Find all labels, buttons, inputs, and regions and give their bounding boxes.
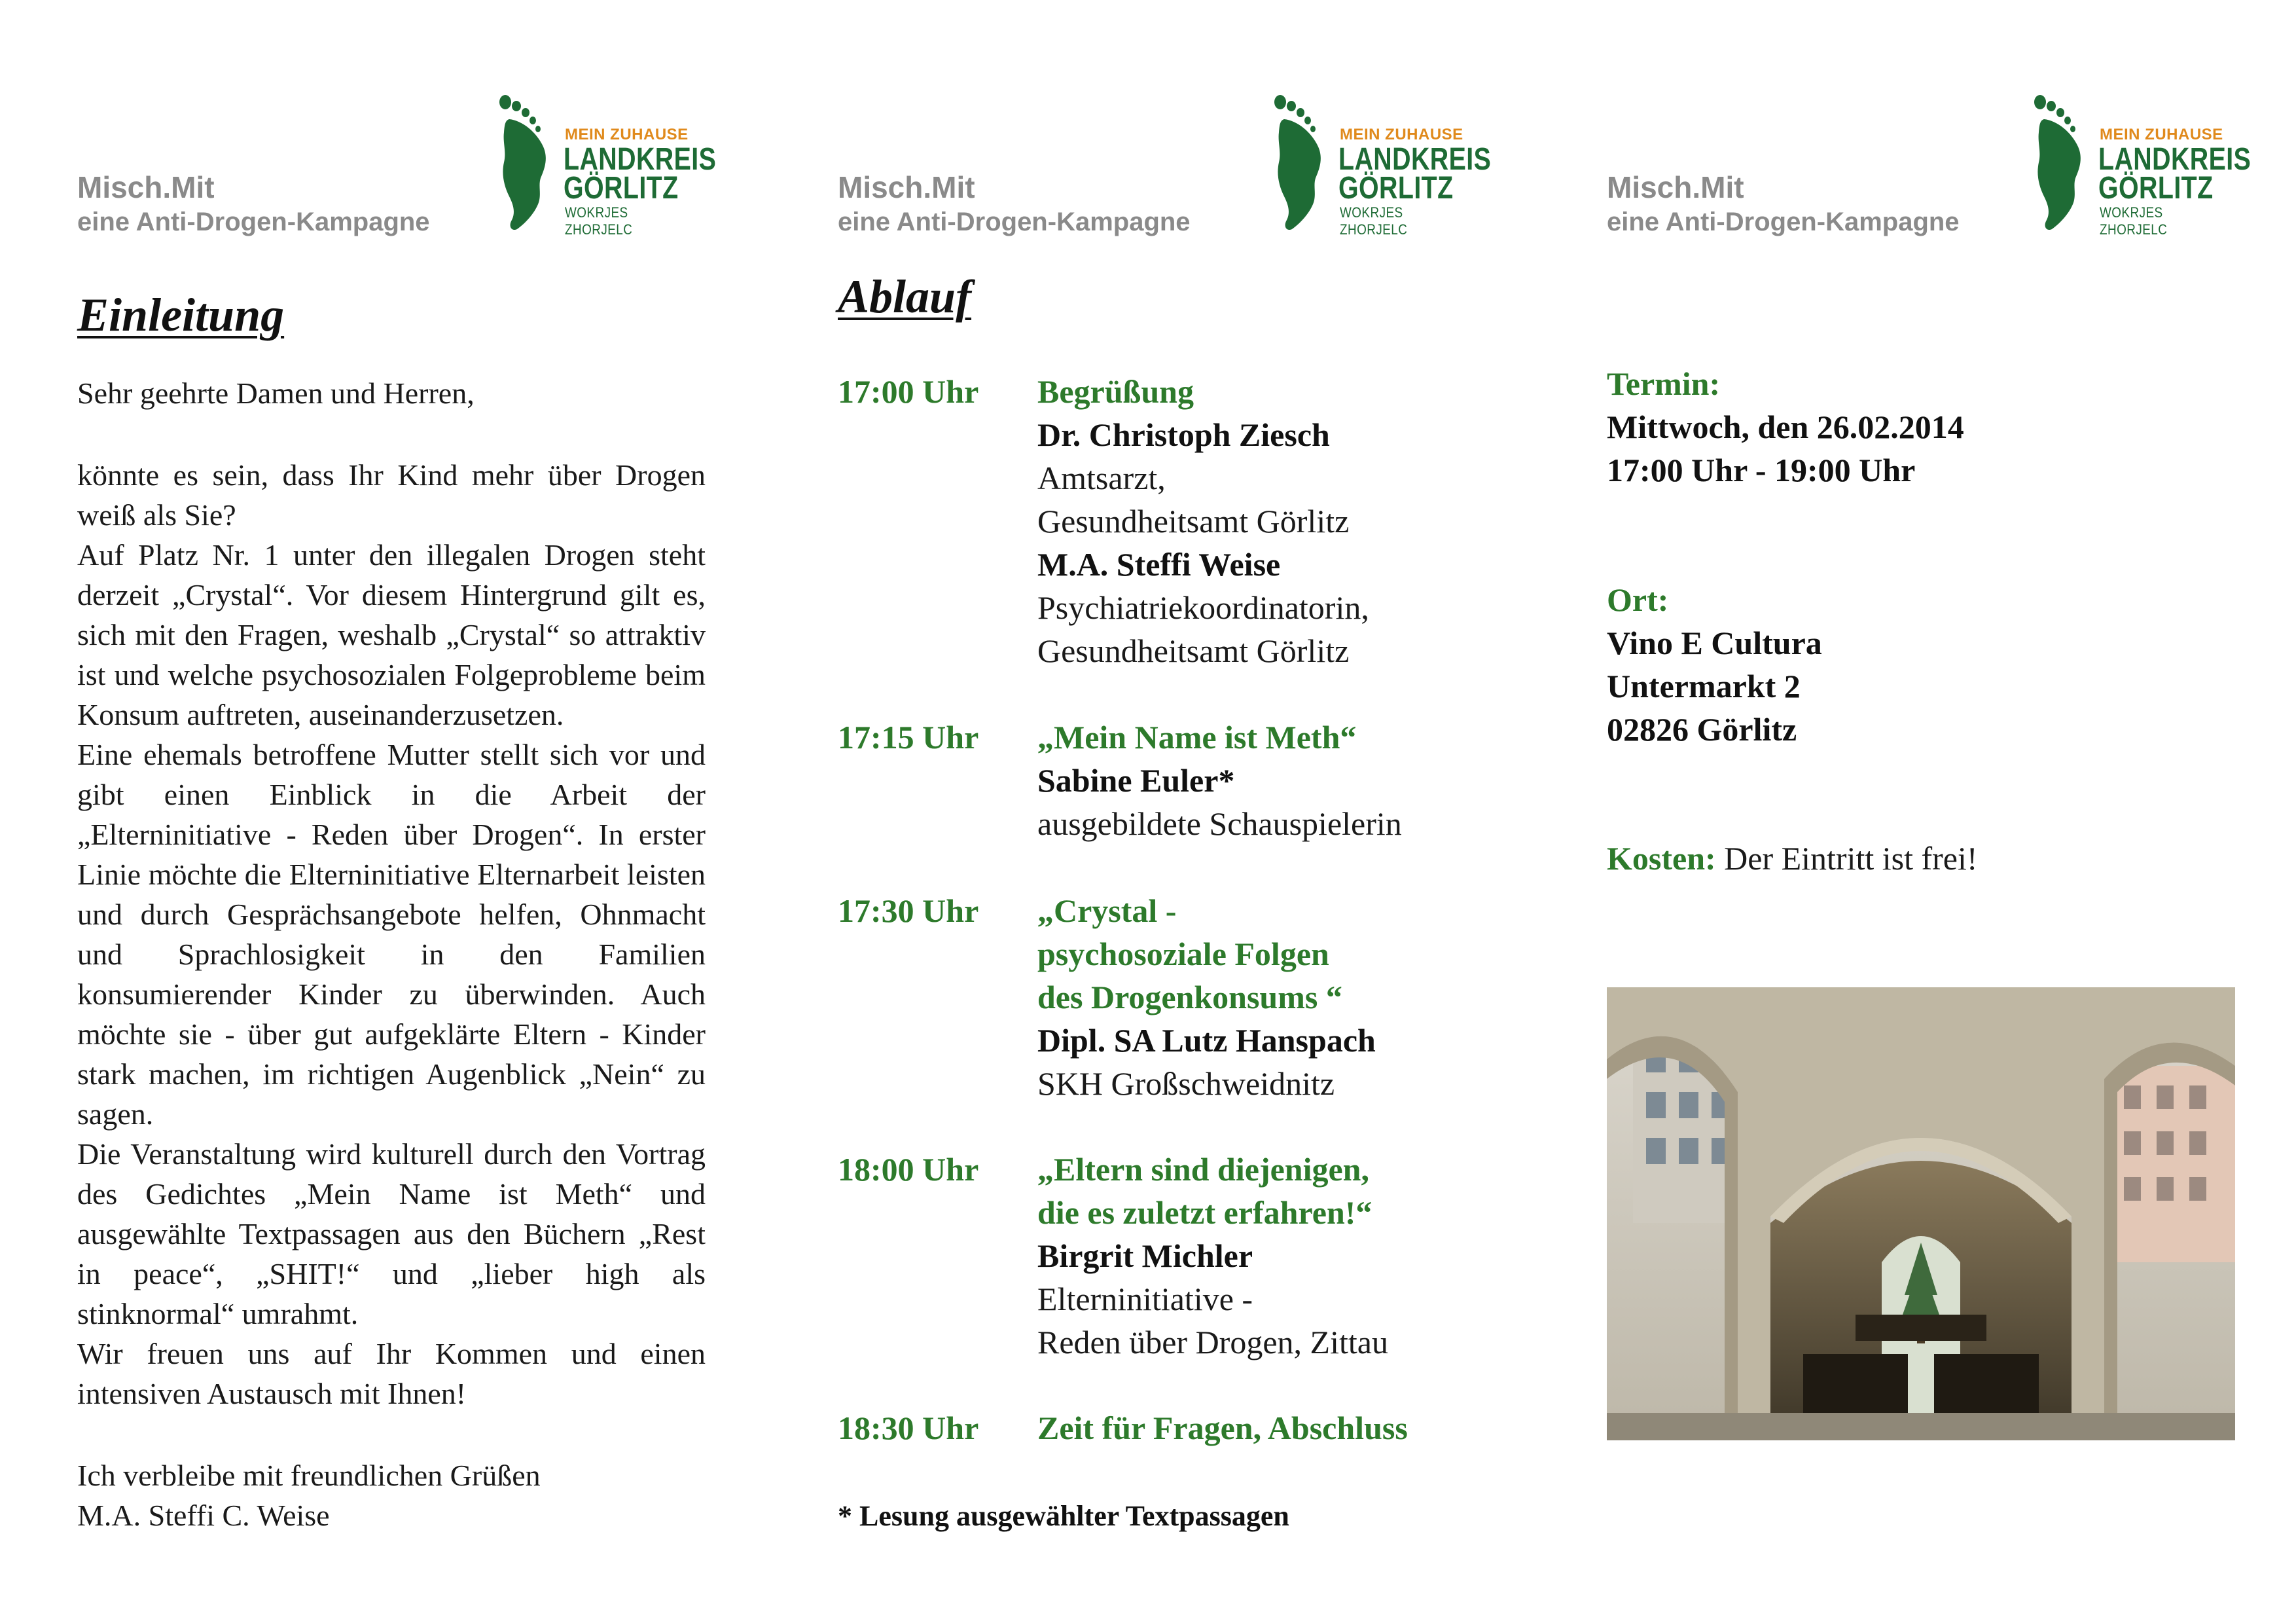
brand-title: Misch.Mit xyxy=(77,170,215,204)
speaker-name: Birgrit Michler xyxy=(1037,1237,1253,1274)
footprint-icon xyxy=(496,92,568,236)
schedule-details xyxy=(1037,889,1496,1105)
speaker-role: Psychiatriekoordinatorin, xyxy=(1037,589,1369,626)
schedule-topic: Begrüßung xyxy=(1037,373,1194,410)
event-cost-block xyxy=(1607,837,2242,880)
speaker-org: Gesundheitsamt Görlitz xyxy=(1037,632,1350,669)
intro-letter xyxy=(77,373,706,1535)
brand-title: Misch.Mit xyxy=(838,170,975,204)
kosten-label: Kosten: xyxy=(1607,840,1716,877)
letter-signature: M.A. Steffi C. Weise xyxy=(77,1499,330,1532)
schedule-details xyxy=(1037,370,1496,672)
brand-subtitle: eine Anti-Drogen-Kampagne xyxy=(1607,208,1960,236)
logo-word-landkreis: LANDKREIS xyxy=(1338,142,1492,177)
letter-closing: Ich verbleibe mit freundlichen Grüßen xyxy=(77,1459,541,1492)
schedule-topic: „Mein Name ist Meth“ xyxy=(1037,719,1357,756)
speaker-org: Gesundheitsamt Görlitz xyxy=(1037,503,1350,539)
panel-schedule xyxy=(838,0,1492,1623)
logo-sorbian-name: WOKRJES ZHORJELC xyxy=(565,204,633,238)
schedule-topic: „Eltern sind diejenigen, xyxy=(1037,1151,1369,1188)
panel-introduction xyxy=(77,0,717,1623)
logo-sorbian-name: WOKRJES ZHORJELC xyxy=(2100,204,2168,238)
schedule-topic: „Crystal - xyxy=(1037,892,1177,929)
schedule-time: 17:00 Uhr xyxy=(838,373,979,410)
speaker-org: Reden über Drogen, Zittau xyxy=(1037,1324,1388,1360)
section-title-ablauf: Ablauf xyxy=(838,270,972,323)
panel-header xyxy=(1607,92,2251,249)
landkreis-logo xyxy=(1271,92,1492,238)
logo-word-landkreis: LANDKREIS xyxy=(2098,142,2251,177)
speaker-role: Amtsarzt, xyxy=(1037,460,1166,496)
schedule-topic-continued: psychosoziale Folgen xyxy=(1037,936,1329,972)
schedule-footnote: * Lesung ausgewählter Textpassagen xyxy=(838,1500,1289,1532)
schedule-time: 18:00 Uhr xyxy=(838,1151,979,1188)
brand-subtitle: eine Anti-Drogen-Kampagne xyxy=(838,208,1191,236)
logo-sorbian-name: WOKRJES ZHORJELC xyxy=(1340,204,1408,238)
logo-tagline: MEIN ZUHAUSE xyxy=(1340,126,1463,143)
ort-label: Ort: xyxy=(1607,581,1669,618)
letter-paragraph: Wir freuen uns auf Ihr Kommen und einen intensiven Austausch mit Ihnen! xyxy=(77,1337,706,1410)
schedule-time: 17:15 Uhr xyxy=(838,719,979,756)
landkreis-logo xyxy=(2031,92,2251,238)
event-date-block xyxy=(1607,362,2242,492)
speaker-name: Sabine Euler* xyxy=(1037,762,1235,799)
campaign-brand xyxy=(1607,169,1960,238)
landkreis-logo xyxy=(496,92,717,238)
speaker-role: ausgebildete Schauspielerin xyxy=(1037,805,1402,842)
campaign-brand xyxy=(838,169,1191,238)
schedule-details xyxy=(1037,1148,1496,1364)
footprint-icon xyxy=(1271,92,1343,236)
panel-header xyxy=(838,92,1492,249)
panel-header xyxy=(77,92,717,249)
schedule-topic: Zeit für Fragen, Abschluss xyxy=(1037,1410,1408,1446)
speaker-name: Dr. Christoph Ziesch xyxy=(1037,416,1330,453)
venue-arcade-image xyxy=(1607,987,2235,1440)
kosten-value: Der Eintritt ist frei! xyxy=(1724,840,1978,877)
venue-name: Vino E Cultura xyxy=(1607,625,1822,661)
speaker-org: Elterninitiative - xyxy=(1037,1281,1253,1317)
speaker-name: Dipl. SA Lutz Hanspach xyxy=(1037,1022,1376,1059)
letter-paragraph: könnte es sein, dass Ihr Kind mehr über Drogen weiß als Sie? xyxy=(77,458,706,532)
speaker-name: M.A. Steffi Weise xyxy=(1037,546,1281,583)
logo-word-goerlitz: GÖRLITZ xyxy=(564,171,679,206)
venue-photo xyxy=(1607,987,2235,1440)
schedule-topic-continued: die es zuletzt erfahren!“ xyxy=(1037,1194,1372,1231)
speaker-org: SKH Großschweidnitz xyxy=(1037,1065,1335,1102)
event-date: Mittwoch, den 26.02.2014 xyxy=(1607,409,1964,445)
letter-paragraph: Die Veranstaltung wird kulturell durch den Vortrag des Gedichtes „Mein Name ist Meth“ und ausgewählte Textpassagen aus den Büchern „Rest in peace“, „SHIT!“ und „lieber high als stinknormal“ umrahmt. xyxy=(77,1137,706,1330)
campaign-brand xyxy=(77,169,430,238)
logo-word-goerlitz: GÖRLITZ xyxy=(1338,171,1454,206)
logo-tagline: MEIN ZUHAUSE xyxy=(2100,126,2223,143)
schedule-details xyxy=(1037,1406,1496,1450)
logo-tagline: MEIN ZUHAUSE xyxy=(565,126,689,143)
logo-word-landkreis: LANDKREIS xyxy=(564,142,717,177)
venue-street: Untermarkt 2 xyxy=(1607,668,1801,704)
schedule-time: 17:30 Uhr xyxy=(838,892,979,929)
venue-city: 02826 Görlitz xyxy=(1607,711,1797,748)
letter-salutation: Sehr geehrte Damen und Herren, xyxy=(77,376,475,410)
schedule-topic-continued: des Drogenkonsums “ xyxy=(1037,979,1342,1015)
letter-paragraph: Auf Platz Nr. 1 unter den illegalen Drogen steht derzeit „Crystal“. Vor diesem Hintergrund gilt es, sich mit den Fragen, weshalb „Crystal“ so attraktiv ist und welche psychosozialen Folgeprobleme beim Konsum auftreten, auseinanderzusetzen. xyxy=(77,538,706,731)
brand-subtitle: eine Anti-Drogen-Kampagne xyxy=(77,208,430,236)
event-location-block xyxy=(1607,578,2242,751)
termin-label: Termin: xyxy=(1607,365,1721,402)
event-time: 17:00 Uhr - 19:00 Uhr xyxy=(1607,452,1916,488)
section-title-einleitung: Einleitung xyxy=(77,289,285,341)
letter-paragraph: Eine ehemals betroffene Mutter stellt sich vor und gibt einen Einblick in die Arbeit der „Elterninitiative - Reden über Drogen“. In erster Linie möchte die Elterninitiative Elternarbeit leisten und durch Gesprächsangebote helfen, Ohnmacht und Sprachlosigkeit in den Familien konsumierender Kinder zu überwinden. Auch möchte sie - über gut aufgeklärte Eltern - Kinder stark machen, im richtigen Augenblick „Nein“ zu sagen. xyxy=(77,738,706,1131)
schedule-time: 18:30 Uhr xyxy=(838,1410,979,1446)
logo-word-goerlitz: GÖRLITZ xyxy=(2098,171,2214,206)
footprint-icon xyxy=(2031,92,2103,236)
schedule-details xyxy=(1037,716,1496,845)
panel-event-details xyxy=(1607,0,2251,1623)
brand-title: Misch.Mit xyxy=(1607,170,1744,204)
